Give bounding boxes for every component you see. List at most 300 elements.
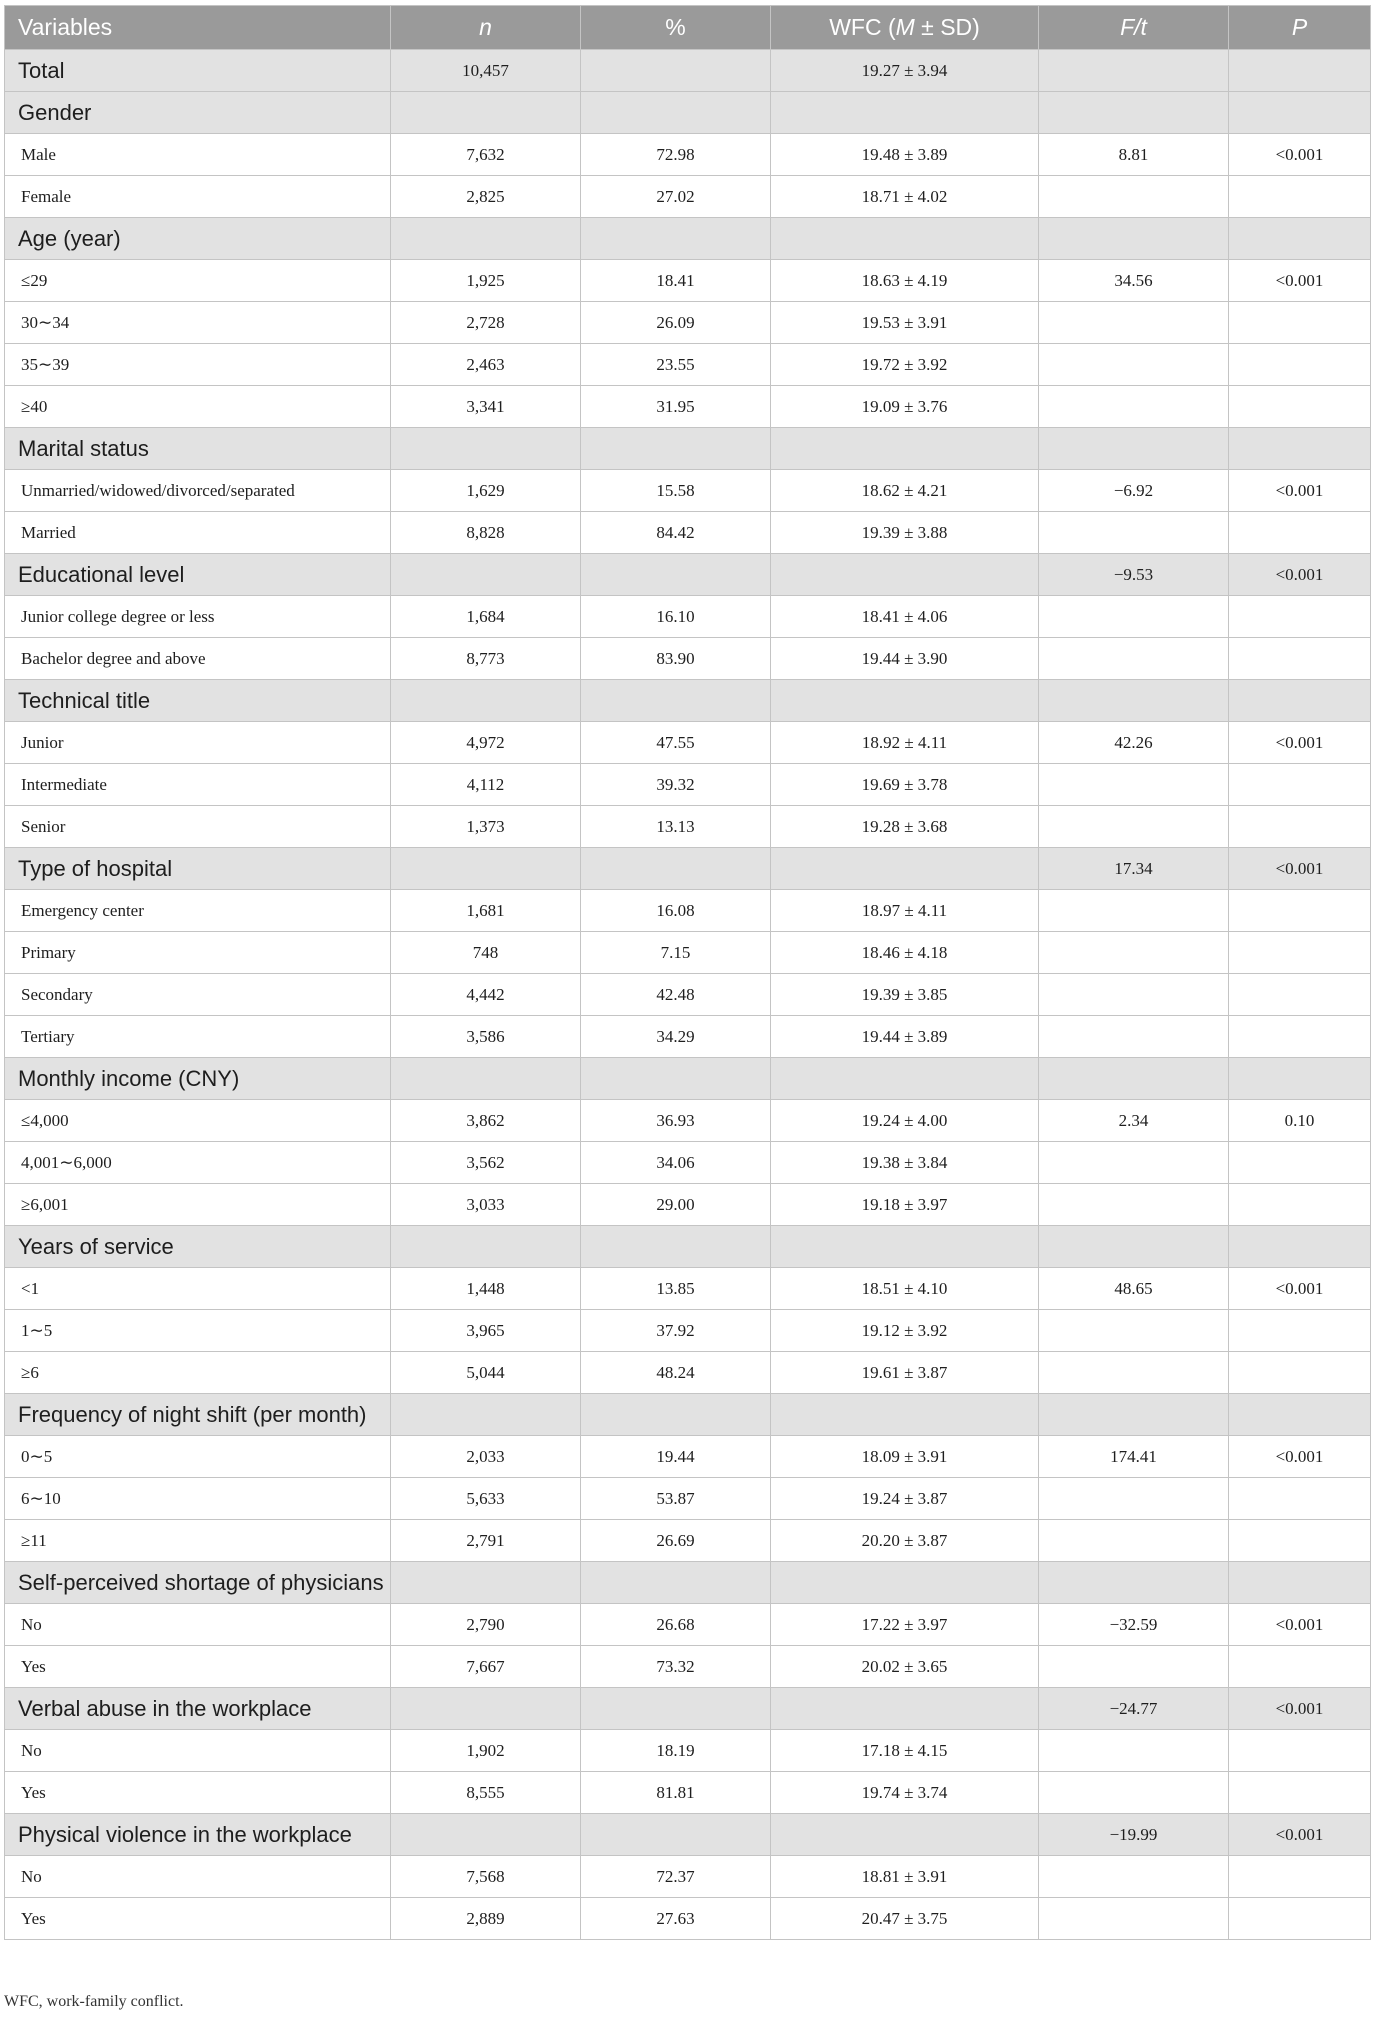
- table-row: [5, 1730, 1371, 1772]
- row-cell-percent: 72.37: [581, 1856, 771, 1898]
- row-cell-n: 3,033: [391, 1184, 581, 1226]
- row-cell-wfc: 19.39 ± 3.85: [771, 974, 1039, 1016]
- row-label: 30∼34: [5, 302, 391, 344]
- group-cell-ft: [1039, 1226, 1229, 1268]
- row-cell-ft: [1039, 974, 1229, 1016]
- table-container: [4, 5, 1370, 1940]
- row-cell-percent: 19.44: [581, 1436, 771, 1478]
- row-cell-percent: 27.63: [581, 1898, 771, 1940]
- row-cell-percent: 31.95: [581, 386, 771, 428]
- group-cell-n: [391, 1688, 581, 1730]
- table-row: [5, 1100, 1371, 1142]
- row-cell-n: 1,902: [391, 1730, 581, 1772]
- table-row: [5, 344, 1371, 386]
- row-label: ≥11: [5, 1520, 391, 1562]
- row-cell-ft: [1039, 1310, 1229, 1352]
- group-cell-percent: [581, 92, 771, 134]
- group-row: [5, 1226, 1371, 1268]
- row-cell-p: [1229, 890, 1371, 932]
- row-cell-n: 748: [391, 932, 581, 974]
- row-cell-n: 5,633: [391, 1478, 581, 1520]
- row-cell-wfc: 19.48 ± 3.89: [771, 134, 1039, 176]
- table-row: [5, 1856, 1371, 1898]
- table-row: [5, 974, 1371, 1016]
- group-label: Monthly income (CNY): [5, 1058, 391, 1100]
- group-cell-percent: [581, 1226, 771, 1268]
- header-wfc: [771, 6, 1039, 50]
- group-cell-ft: [1039, 428, 1229, 470]
- row-cell-wfc: 19.24 ± 3.87: [771, 1478, 1039, 1520]
- group-cell-wfc: [771, 218, 1039, 260]
- row-cell-ft: [1039, 1730, 1229, 1772]
- row-cell-percent: 18.41: [581, 260, 771, 302]
- group-row: [5, 1688, 1371, 1730]
- table-row: [5, 1310, 1371, 1352]
- row-cell-n: 2,728: [391, 302, 581, 344]
- row-cell-n: 2,825: [391, 176, 581, 218]
- table-row: [5, 638, 1371, 680]
- row-cell-n: 4,442: [391, 974, 581, 1016]
- row-cell-ft: −32.59: [1039, 1604, 1229, 1646]
- group-cell-percent: [581, 848, 771, 890]
- row-cell-percent: 42.48: [581, 974, 771, 1016]
- table-row: [5, 386, 1371, 428]
- group-cell-ft: [1039, 92, 1229, 134]
- row-cell-ft: [1039, 932, 1229, 974]
- row-cell-ft: [1039, 1772, 1229, 1814]
- row-cell-p: <0.001: [1229, 470, 1371, 512]
- group-cell-wfc: 19.27 ± 3.94: [771, 50, 1039, 92]
- row-cell-n: 1,681: [391, 890, 581, 932]
- row-cell-p: 0.10: [1229, 1100, 1371, 1142]
- row-cell-wfc: 18.92 ± 4.11: [771, 722, 1039, 764]
- row-label: 4,001∼6,000: [5, 1142, 391, 1184]
- row-cell-p: [1229, 932, 1371, 974]
- row-cell-wfc: 18.63 ± 4.19: [771, 260, 1039, 302]
- group-row: [5, 1058, 1371, 1100]
- header-ft: F/t: [1039, 6, 1229, 50]
- row-cell-ft: 8.81: [1039, 134, 1229, 176]
- group-label: Verbal abuse in the workplace: [5, 1688, 391, 1730]
- group-cell-wfc: [771, 1226, 1039, 1268]
- group-cell-wfc: [771, 1814, 1039, 1856]
- group-row: [5, 554, 1371, 596]
- row-cell-percent: 34.06: [581, 1142, 771, 1184]
- group-label: Marital status: [5, 428, 391, 470]
- group-cell-n: [391, 92, 581, 134]
- row-cell-ft: [1039, 302, 1229, 344]
- header-row: [5, 6, 1371, 50]
- row-cell-percent: 81.81: [581, 1772, 771, 1814]
- group-cell-p: [1229, 680, 1371, 722]
- row-cell-n: 2,033: [391, 1436, 581, 1478]
- row-cell-n: 2,463: [391, 344, 581, 386]
- row-cell-wfc: 19.38 ± 3.84: [771, 1142, 1039, 1184]
- row-cell-percent: 73.32: [581, 1646, 771, 1688]
- row-cell-p: [1229, 344, 1371, 386]
- row-label: Tertiary: [5, 1016, 391, 1058]
- row-cell-wfc: 20.02 ± 3.65: [771, 1646, 1039, 1688]
- row-cell-n: 5,044: [391, 1352, 581, 1394]
- group-cell-n: [391, 1058, 581, 1100]
- row-cell-percent: 26.69: [581, 1520, 771, 1562]
- row-cell-n: 3,965: [391, 1310, 581, 1352]
- row-cell-ft: 42.26: [1039, 722, 1229, 764]
- group-cell-n: [391, 680, 581, 722]
- row-cell-ft: 48.65: [1039, 1268, 1229, 1310]
- row-cell-wfc: 19.53 ± 3.91: [771, 302, 1039, 344]
- row-cell-p: [1229, 1856, 1371, 1898]
- row-cell-n: 1,629: [391, 470, 581, 512]
- row-cell-percent: 47.55: [581, 722, 771, 764]
- row-cell-percent: 13.85: [581, 1268, 771, 1310]
- row-cell-p: [1229, 1184, 1371, 1226]
- row-cell-p: [1229, 974, 1371, 1016]
- group-cell-p: [1229, 428, 1371, 470]
- table-footnote: WFC, work-family conflict.: [4, 1993, 184, 2010]
- group-row: [5, 680, 1371, 722]
- row-cell-n: 1,373: [391, 806, 581, 848]
- group-cell-p: [1229, 50, 1371, 92]
- row-cell-wfc: 19.44 ± 3.90: [771, 638, 1039, 680]
- row-cell-percent: 48.24: [581, 1352, 771, 1394]
- row-cell-wfc: 19.39 ± 3.88: [771, 512, 1039, 554]
- table-row: [5, 1604, 1371, 1646]
- table-row: [5, 1646, 1371, 1688]
- row-cell-p: [1229, 1016, 1371, 1058]
- row-cell-wfc: 18.71 ± 4.02: [771, 176, 1039, 218]
- row-cell-n: 3,562: [391, 1142, 581, 1184]
- group-cell-p: [1229, 92, 1371, 134]
- group-cell-percent: [581, 428, 771, 470]
- row-label: ≤29: [5, 260, 391, 302]
- group-cell-percent: [581, 554, 771, 596]
- group-label: Frequency of night shift (per month): [5, 1394, 391, 1436]
- row-cell-percent: 36.93: [581, 1100, 771, 1142]
- table-row: [5, 302, 1371, 344]
- row-label: 6∼10: [5, 1478, 391, 1520]
- row-label: Yes: [5, 1772, 391, 1814]
- row-cell-percent: 16.10: [581, 596, 771, 638]
- row-cell-p: [1229, 176, 1371, 218]
- group-cell-n: [391, 218, 581, 260]
- group-cell-wfc: [771, 1394, 1039, 1436]
- table-row: [5, 1016, 1371, 1058]
- row-cell-ft: 2.34: [1039, 1100, 1229, 1142]
- row-cell-n: 3,586: [391, 1016, 581, 1058]
- row-cell-p: [1229, 1772, 1371, 1814]
- group-cell-ft: −19.99: [1039, 1814, 1229, 1856]
- row-cell-n: 2,791: [391, 1520, 581, 1562]
- row-cell-ft: [1039, 1646, 1229, 1688]
- row-cell-percent: 26.09: [581, 302, 771, 344]
- row-cell-wfc: 20.20 ± 3.87: [771, 1520, 1039, 1562]
- row-cell-wfc: 19.24 ± 4.00: [771, 1100, 1039, 1142]
- group-cell-wfc: [771, 848, 1039, 890]
- row-cell-percent: 83.90: [581, 638, 771, 680]
- group-cell-ft: 17.34: [1039, 848, 1229, 890]
- row-cell-ft: 174.41: [1039, 1436, 1229, 1478]
- table-row: [5, 134, 1371, 176]
- header-variables: Variables: [5, 6, 391, 50]
- row-label: Married: [5, 512, 391, 554]
- group-cell-n: 10,457: [391, 50, 581, 92]
- row-label: ≥6,001: [5, 1184, 391, 1226]
- row-label: Female: [5, 176, 391, 218]
- row-cell-wfc: 19.12 ± 3.92: [771, 1310, 1039, 1352]
- group-cell-ft: [1039, 1058, 1229, 1100]
- row-cell-ft: [1039, 638, 1229, 680]
- row-cell-p: [1229, 764, 1371, 806]
- header-wfc-m: M: [895, 14, 915, 40]
- group-cell-wfc: [771, 1058, 1039, 1100]
- table-row: [5, 890, 1371, 932]
- group-cell-n: [391, 554, 581, 596]
- row-label: Bachelor degree and above: [5, 638, 391, 680]
- group-row: [5, 1814, 1371, 1856]
- row-label: Primary: [5, 932, 391, 974]
- group-cell-percent: [581, 50, 771, 92]
- table-row: [5, 1352, 1371, 1394]
- row-label: 1∼5: [5, 1310, 391, 1352]
- table-row: [5, 932, 1371, 974]
- row-cell-percent: 18.19: [581, 1730, 771, 1772]
- row-label: Yes: [5, 1646, 391, 1688]
- row-cell-percent: 16.08: [581, 890, 771, 932]
- row-label: Senior: [5, 806, 391, 848]
- row-cell-p: <0.001: [1229, 1604, 1371, 1646]
- row-cell-ft: [1039, 890, 1229, 932]
- row-cell-wfc: 18.41 ± 4.06: [771, 596, 1039, 638]
- demographics-table: [4, 5, 1371, 1940]
- row-cell-p: <0.001: [1229, 260, 1371, 302]
- row-cell-ft: [1039, 1352, 1229, 1394]
- group-cell-ft: [1039, 50, 1229, 92]
- row-cell-p: [1229, 1898, 1371, 1940]
- group-row: [5, 92, 1371, 134]
- row-cell-percent: 13.13: [581, 806, 771, 848]
- row-label: No: [5, 1730, 391, 1772]
- row-cell-wfc: 17.18 ± 4.15: [771, 1730, 1039, 1772]
- table-row: [5, 1520, 1371, 1562]
- row-cell-percent: 37.92: [581, 1310, 771, 1352]
- row-cell-wfc: 18.81 ± 3.91: [771, 1856, 1039, 1898]
- row-label: 35∼39: [5, 344, 391, 386]
- row-label: No: [5, 1604, 391, 1646]
- row-cell-p: [1229, 1520, 1371, 1562]
- group-cell-ft: [1039, 680, 1229, 722]
- table-row: [5, 512, 1371, 554]
- group-row: [5, 428, 1371, 470]
- row-cell-wfc: 18.51 ± 4.10: [771, 1268, 1039, 1310]
- group-label: Gender: [5, 92, 391, 134]
- group-cell-n: [391, 1562, 581, 1604]
- row-label: Junior: [5, 722, 391, 764]
- row-cell-percent: 7.15: [581, 932, 771, 974]
- group-cell-n: [391, 1814, 581, 1856]
- row-cell-n: 7,667: [391, 1646, 581, 1688]
- row-cell-ft: [1039, 806, 1229, 848]
- row-cell-p: [1229, 1310, 1371, 1352]
- table-row: [5, 1478, 1371, 1520]
- group-cell-wfc: [771, 680, 1039, 722]
- table-row: [5, 470, 1371, 512]
- group-cell-wfc: [771, 554, 1039, 596]
- group-cell-percent: [581, 1688, 771, 1730]
- table-row: [5, 806, 1371, 848]
- table-body: [5, 50, 1371, 1940]
- row-cell-p: [1229, 1352, 1371, 1394]
- group-label: Physical violence in the workplace: [5, 1814, 391, 1856]
- row-cell-ft: [1039, 764, 1229, 806]
- group-cell-percent: [581, 1814, 771, 1856]
- group-label: Educational level: [5, 554, 391, 596]
- row-cell-n: 7,632: [391, 134, 581, 176]
- table-row: [5, 1142, 1371, 1184]
- table-row: [5, 722, 1371, 764]
- row-cell-percent: 27.02: [581, 176, 771, 218]
- row-cell-percent: 23.55: [581, 344, 771, 386]
- header-wfc-sd: SD): [940, 14, 980, 40]
- header-n: n: [391, 6, 581, 50]
- row-cell-percent: 26.68: [581, 1604, 771, 1646]
- group-cell-n: [391, 1226, 581, 1268]
- row-cell-wfc: 20.47 ± 3.75: [771, 1898, 1039, 1940]
- row-label: Male: [5, 134, 391, 176]
- row-cell-ft: 34.56: [1039, 260, 1229, 302]
- row-cell-wfc: 17.22 ± 3.97: [771, 1604, 1039, 1646]
- group-cell-percent: [581, 1562, 771, 1604]
- row-label: No: [5, 1856, 391, 1898]
- group-cell-percent: [581, 1058, 771, 1100]
- row-cell-p: [1229, 512, 1371, 554]
- group-cell-p: <0.001: [1229, 1814, 1371, 1856]
- row-label: Emergency center: [5, 890, 391, 932]
- row-cell-p: [1229, 302, 1371, 344]
- row-cell-ft: −6.92: [1039, 470, 1229, 512]
- row-label: ≤4,000: [5, 1100, 391, 1142]
- row-cell-n: 8,828: [391, 512, 581, 554]
- group-cell-n: [391, 428, 581, 470]
- row-cell-n: 3,862: [391, 1100, 581, 1142]
- group-cell-n: [391, 848, 581, 890]
- row-cell-wfc: 19.09 ± 3.76: [771, 386, 1039, 428]
- row-cell-percent: 84.42: [581, 512, 771, 554]
- group-cell-p: [1229, 1226, 1371, 1268]
- row-cell-percent: 29.00: [581, 1184, 771, 1226]
- group-cell-p: [1229, 1058, 1371, 1100]
- group-cell-p: [1229, 1562, 1371, 1604]
- row-label: Junior college degree or less: [5, 596, 391, 638]
- row-cell-ft: [1039, 1478, 1229, 1520]
- row-cell-n: 1,684: [391, 596, 581, 638]
- row-cell-n: 8,773: [391, 638, 581, 680]
- table-row: [5, 1436, 1371, 1478]
- row-cell-p: [1229, 1730, 1371, 1772]
- row-cell-n: 7,568: [391, 1856, 581, 1898]
- group-cell-ft: [1039, 1394, 1229, 1436]
- row-label: Yes: [5, 1898, 391, 1940]
- row-cell-percent: 53.87: [581, 1478, 771, 1520]
- group-label: Years of service: [5, 1226, 391, 1268]
- group-cell-ft: [1039, 1562, 1229, 1604]
- group-row: [5, 848, 1371, 890]
- row-cell-p: [1229, 1646, 1371, 1688]
- group-cell-percent: [581, 680, 771, 722]
- row-cell-p: [1229, 806, 1371, 848]
- table-row: [5, 1898, 1371, 1940]
- table-row: [5, 596, 1371, 638]
- row-cell-p: [1229, 386, 1371, 428]
- row-cell-p: <0.001: [1229, 722, 1371, 764]
- row-cell-wfc: 18.46 ± 4.18: [771, 932, 1039, 974]
- table-header: [5, 6, 1371, 50]
- header-p: P: [1229, 6, 1371, 50]
- group-cell-percent: [581, 1394, 771, 1436]
- row-cell-p: <0.001: [1229, 1436, 1371, 1478]
- row-cell-wfc: 19.28 ± 3.68: [771, 806, 1039, 848]
- row-cell-ft: [1039, 1898, 1229, 1940]
- row-cell-ft: [1039, 596, 1229, 638]
- row-cell-percent: 39.32: [581, 764, 771, 806]
- group-row: [5, 1394, 1371, 1436]
- row-cell-p: [1229, 1142, 1371, 1184]
- group-label: Type of hospital: [5, 848, 391, 890]
- group-cell-wfc: [771, 1562, 1039, 1604]
- row-cell-wfc: 19.18 ± 3.97: [771, 1184, 1039, 1226]
- header-wfc-prefix: WFC (: [829, 14, 896, 40]
- group-cell-p: <0.001: [1229, 848, 1371, 890]
- table-row: [5, 1772, 1371, 1814]
- row-cell-ft: [1039, 1142, 1229, 1184]
- table-row: [5, 260, 1371, 302]
- group-cell-wfc: [771, 1688, 1039, 1730]
- row-label: 0∼5: [5, 1436, 391, 1478]
- row-label: ≥6: [5, 1352, 391, 1394]
- group-row: [5, 50, 1371, 92]
- group-row: [5, 218, 1371, 260]
- group-label: Self-perceived shortage of physicians: [5, 1562, 391, 1604]
- row-cell-percent: 15.58: [581, 470, 771, 512]
- row-cell-ft: [1039, 512, 1229, 554]
- row-cell-n: 8,555: [391, 1772, 581, 1814]
- table-row: [5, 1184, 1371, 1226]
- row-cell-wfc: 18.97 ± 4.11: [771, 890, 1039, 932]
- row-cell-n: 1,448: [391, 1268, 581, 1310]
- row-cell-wfc: 19.72 ± 3.92: [771, 344, 1039, 386]
- header-wfc-mid: ±: [914, 14, 941, 40]
- group-row: [5, 1562, 1371, 1604]
- group-cell-p: [1229, 1394, 1371, 1436]
- row-cell-ft: [1039, 1184, 1229, 1226]
- row-cell-wfc: 19.61 ± 3.87: [771, 1352, 1039, 1394]
- group-cell-percent: [581, 218, 771, 260]
- row-cell-percent: 34.29: [581, 1016, 771, 1058]
- group-cell-n: [391, 1394, 581, 1436]
- row-cell-ft: [1039, 1520, 1229, 1562]
- group-cell-p: [1229, 218, 1371, 260]
- row-label: Unmarried/widowed/divorced/separated: [5, 470, 391, 512]
- row-cell-wfc: 18.62 ± 4.21: [771, 470, 1039, 512]
- row-label: ≥40: [5, 386, 391, 428]
- row-cell-percent: 72.98: [581, 134, 771, 176]
- row-label: Secondary: [5, 974, 391, 1016]
- row-cell-p: <0.001: [1229, 1268, 1371, 1310]
- row-cell-n: 2,790: [391, 1604, 581, 1646]
- row-label: <1: [5, 1268, 391, 1310]
- group-label: Age (year): [5, 218, 391, 260]
- row-cell-ft: [1039, 344, 1229, 386]
